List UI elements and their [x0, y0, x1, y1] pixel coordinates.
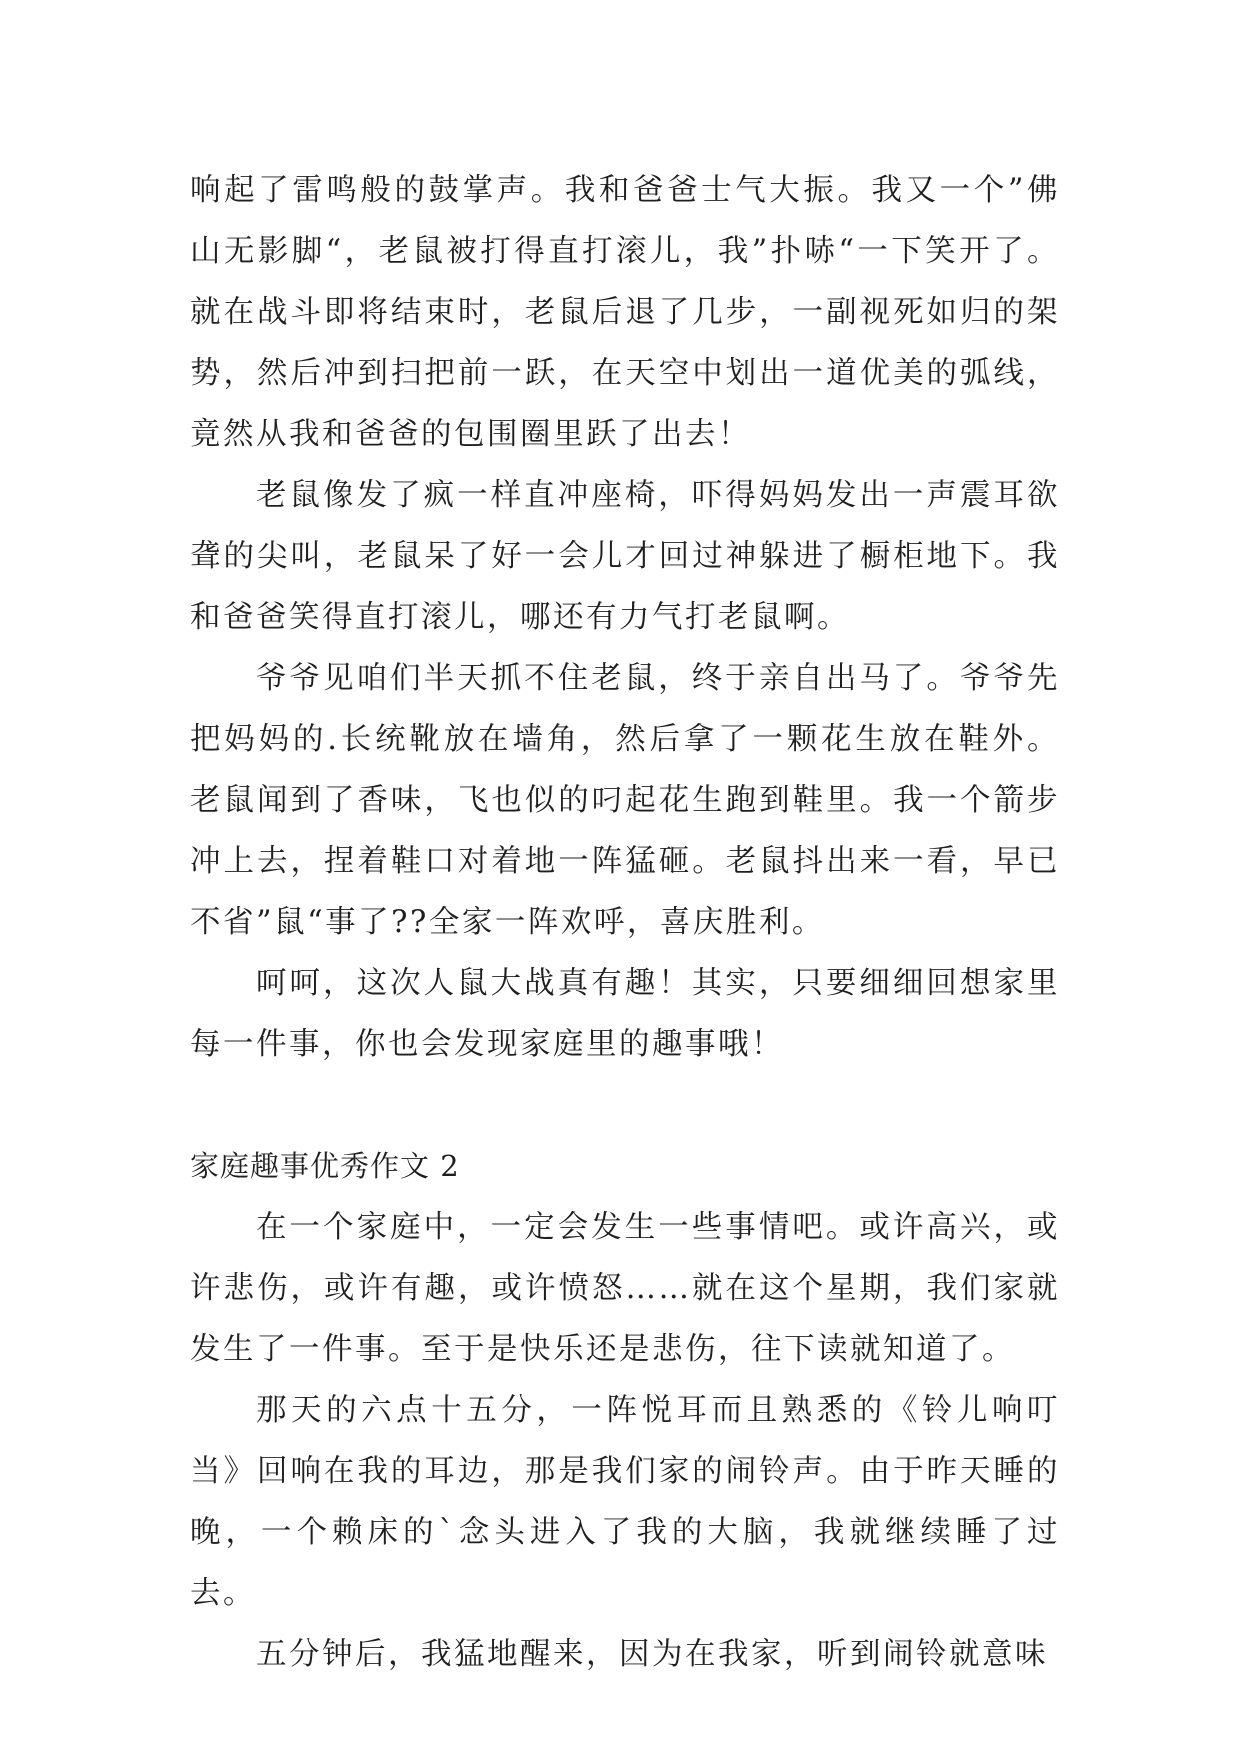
- document-body: [190, 160, 1060, 1685]
- paragraph-continued: 响起了雷鸣般的鼓掌声。我和爸爸士气大振。我又一个”佛山无影脚“，老鼠被打得直打滚儿，我”扑哧“一下笑开了。就在战斗即将结束时，老鼠后退了几步，一副视死如归的架势，然后冲到扫把前一跃，在天空中划出一道优美的弧线，竟然从我和爸爸的包围圈里跃了出去！: [190, 173, 1060, 452]
- section-spacer: [190, 1075, 1060, 1136]
- paragraph-truncated: 五分钟后，我猛地醒来，因为在我家，听到闹铃就意味: [256, 1637, 1048, 1672]
- paragraph: 爷爷见咱们半天抓不住老鼠，终于亲自出马了。爷爷先把妈妈的.长统靴放在墙角，然后拿了一颗花生放在鞋外。老鼠闻到了香味，飞也似的叼起花生跑到鞋里。我一个箭步冲上去，捏着鞋口对着地一阵猛砸。老鼠抖出来一看，早已不省”鼠“事了??全家一阵欢呼，喜庆胜利。: [190, 661, 1060, 940]
- paragraph: 那天的六点十五分，一阵悦耳而且熟悉的《铃儿响叮当》回响在我的耳边，那是我们家的闹铃声。由于昨天睡的晚，一个赖床的`念头进入了我的大脑，我就继续睡了过去。: [190, 1393, 1060, 1611]
- section-title: 家庭趣事优秀作文 2: [190, 1149, 460, 1183]
- paragraph: 老鼠像发了疯一样直冲座椅，吓得妈妈发出一声震耳欲聋的尖叫，老鼠呆了好一会儿才回过神躲进了橱柜地下。我和爸爸笑得直打滚儿，哪还有力气打老鼠啊。: [190, 478, 1060, 635]
- paragraph: 在一个家庭中，一定会发生一些事情吧。或许高兴，或许悲伤，或许有趣，或许愤怒……就在这个星期，我们家就发生了一件事。至于是快乐还是悲伤，往下读就知道了。: [190, 1210, 1060, 1367]
- paragraph: 呵呵，这次人鼠大战真有趣！其实，只要细细回想家里每一件事，你也会发现家庭里的趣事哦！: [190, 966, 1060, 1062]
